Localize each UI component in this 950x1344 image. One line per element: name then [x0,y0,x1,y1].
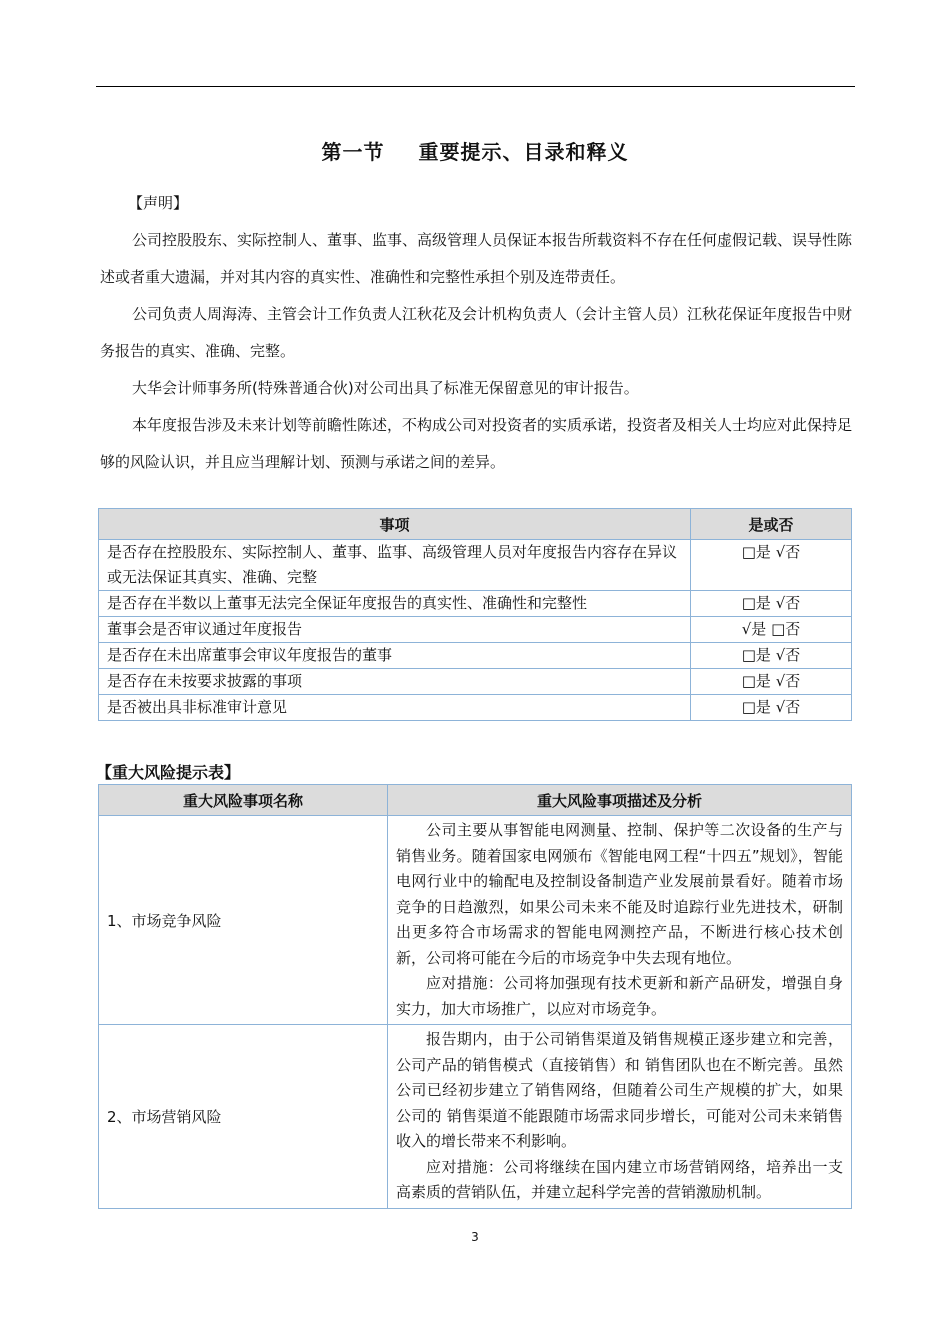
section-title [0,136,950,165]
risk-header-description: 重大风险事项描述及分析 [388,785,852,816]
risk-name: 1、市场竞争风险 [99,816,388,1025]
matter-item: 是否被出具非标准审计意见 [99,695,691,721]
section-number: 第一节 [321,140,385,164]
matter-answer: □是 √否 [691,540,852,591]
matter-item: 是否存在控股股东、实际控制人、董事、监事、高级管理人员对年度报告内容存在异议或无法保证其真实、准确、完整 [99,540,691,591]
risk-description-cell [388,1025,852,1209]
header-rule [96,86,855,87]
risk-measure: 应对措施：公司将继续在国内建立市场营销网络，培养出一支高素质的营销队伍，并建立起科学完善的营销激励机制。 [396,1157,843,1201]
matter-answer: □是 √否 [691,643,852,669]
risk-name: 2、市场营销风险 [99,1025,388,1209]
matter-answer: □是 √否 [691,591,852,617]
declaration-heading: 【声明】 [128,194,189,212]
risk-table [98,784,852,1209]
risk-header-name: 重大风险事项名称 [99,785,388,816]
matter-answer: □是 √否 [691,669,852,695]
risk-table-heading: 【重大风险提示表】 [96,763,241,782]
section-name: 重要提示、目录和释义 [418,140,629,164]
matter-answer: √是 □否 [691,617,852,643]
matter-item: 是否存在半数以上董事无法完全保证年度报告的真实性、准确性和完整性 [99,591,691,617]
table-row [99,540,852,591]
table-row [99,695,852,721]
table-row [99,1025,852,1209]
table-row [99,643,852,669]
matter-item: 是否存在未按要求披露的事项 [99,669,691,695]
declaration-paragraph-1: 公司控股股东、实际控制人、董事、监事、高级管理人员保证本报告所载资料不存在任何虚假记载、误导性陈述或者重大遗漏，并对其内容的真实性、准确性和完整性承担个别及连带责任。 [100,231,853,286]
risk-description: 报告期内，由于公司销售渠道及销售规模正逐步建立和完善，公司产品的销售模式（直接销售）和 销售团队也在不断完善。虽然公司已经初步建立了销售网络，但随着公司生产规模的扩大，如果公司的 销售渠道不能跟随市场需求同步增长，可能对公司未来销售收入的增长带来不利影响。 [396,1030,843,1150]
matter-item: 是否存在未出席董事会审议年度报告的董事 [99,643,691,669]
risk-table-header [99,785,852,816]
risk-description: 公司主要从事智能电网测量、控制、保护等二次设备的生产与销售业务。随着国家电网颁布《智能电网工程“十四五”规划》，智能电网行业中的输配电及控制设备制造产业发展前景看好。随着市场竞争的日趋激烈，如果公司未来不能及时追踪行业先进技术，研制出更多符合市场需求的智能电网测控产品，不断进行核心技术创新，公司将可能在今后的市场竞争中失去现有地位。 [396,821,843,967]
page-number: 3 [471,1230,479,1244]
matters-header-item: 事项 [99,509,691,540]
risk-description-cell [388,816,852,1025]
declaration-paragraph-2: 公司负责人周海涛、主管会计工作负责人江秋花及会计机构负责人（会计主管人员）江秋花保证年度报告中财务报告的真实、准确、完整。 [100,305,853,360]
matters-table-header [99,509,852,540]
table-row [99,617,852,643]
matters-table [98,508,852,721]
table-row [99,816,852,1025]
risk-measure: 应对措施：公司将加强现有技术更新和新产品研发，增强自身实力，加大市场推广，以应对市场竞争。 [396,974,843,1018]
declaration-paragraph-4: 本年度报告涉及未来计划等前瞻性陈述，不构成公司对投资者的实质承诺，投资者及相关人士均应对此保持足够的风险认识，并且应当理解计划、预测与承诺之间的差异。 [100,416,853,471]
matter-item: 董事会是否审议通过年度报告 [99,617,691,643]
declaration-paragraph-3: 大华会计师事务所(特殊普通合伙)对公司出具了标准无保留意见的审计报告。 [132,379,639,397]
table-row [99,669,852,695]
matter-answer: □是 √否 [691,695,852,721]
table-row [99,591,852,617]
matters-header-answer: 是或否 [691,509,852,540]
